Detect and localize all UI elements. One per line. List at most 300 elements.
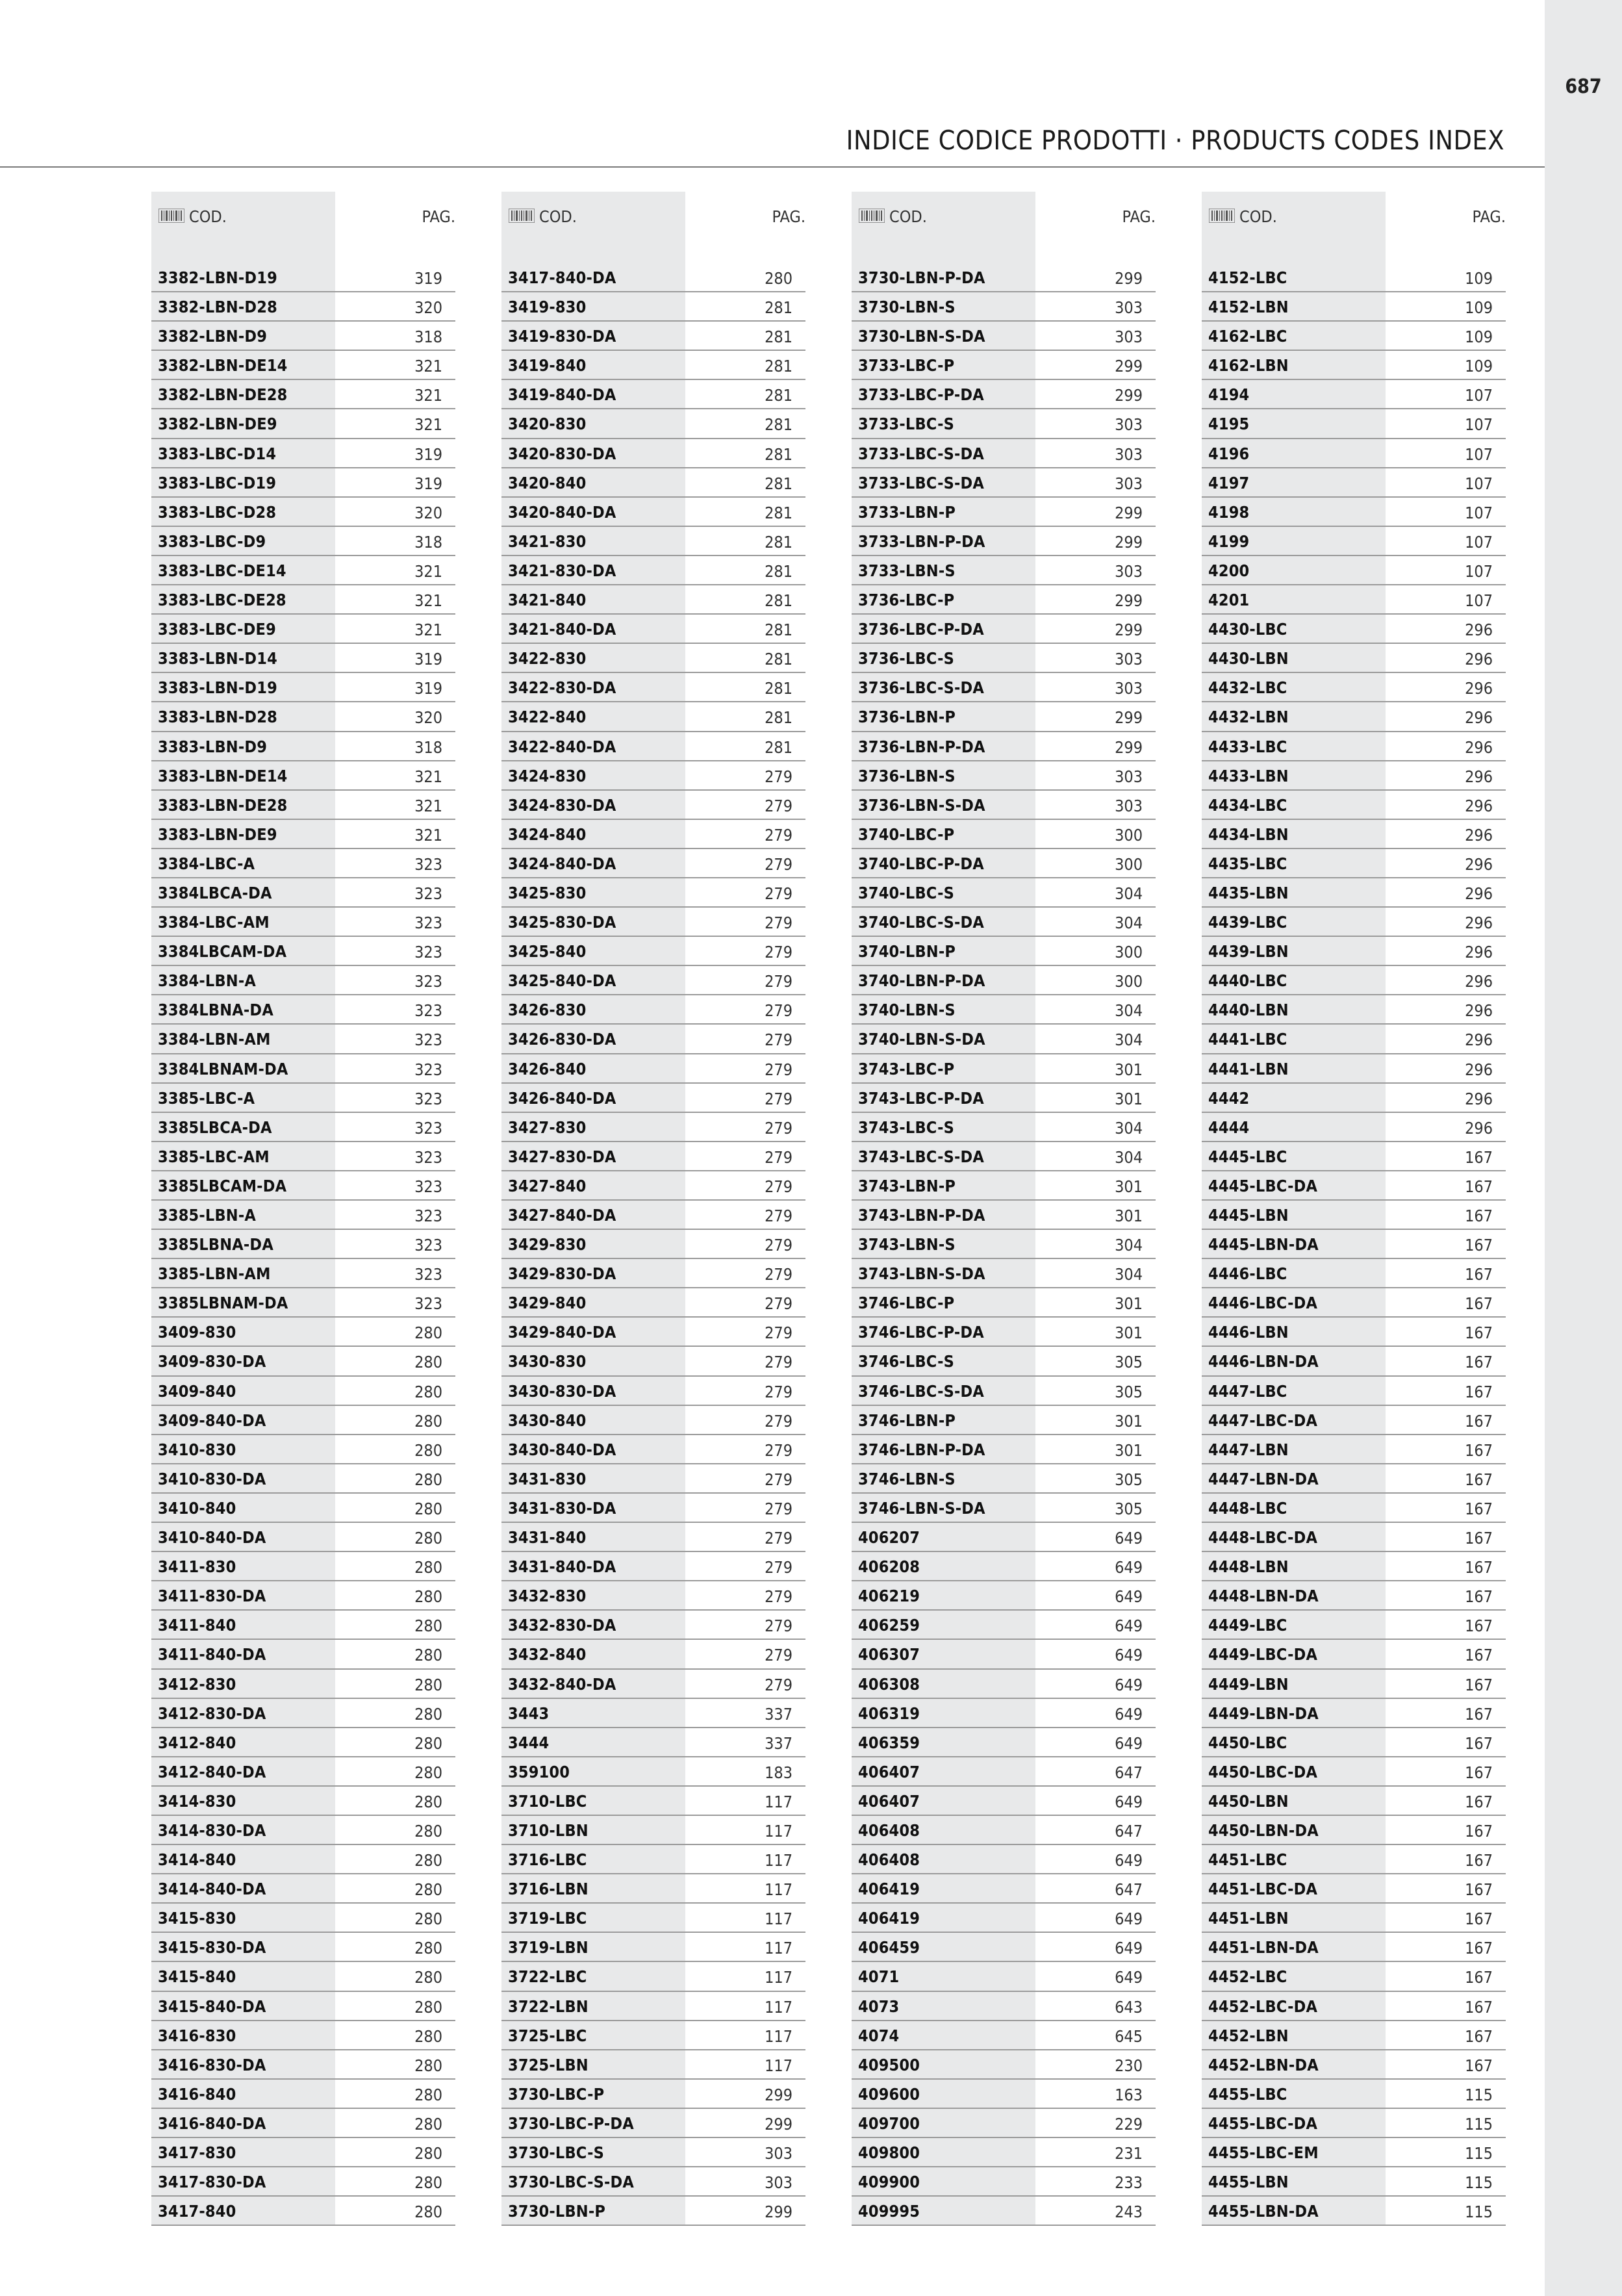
- product-code: 3385-LBN-AM: [158, 1264, 271, 1284]
- page-ref: 280: [414, 1968, 442, 1987]
- column-header: [151, 192, 455, 244]
- page-ref: 304: [1115, 1265, 1143, 1284]
- page-ref: 323: [414, 1236, 442, 1255]
- product-code: 359100: [508, 1762, 570, 1781]
- index-row: [151, 1318, 455, 1347]
- page-ref: 318: [414, 532, 442, 552]
- index-row: [151, 2080, 455, 2109]
- index-row: [501, 791, 805, 820]
- page-ref: 109: [1465, 357, 1493, 376]
- page-ref: 303: [1115, 474, 1143, 493]
- product-code: 4433-LBC: [1208, 737, 1287, 756]
- index-row: [852, 791, 1156, 820]
- page-ref: 296: [1465, 620, 1493, 640]
- page-ref: 167: [1465, 1763, 1493, 1782]
- page-ref: 296: [1465, 1089, 1493, 1108]
- page-ref: 321: [414, 561, 442, 581]
- index-row: [1202, 1142, 1506, 1171]
- page-ref: 231: [1115, 2144, 1143, 2163]
- product-code: 3383-LBC-DE14: [158, 561, 286, 580]
- page-ref: 299: [1115, 269, 1143, 288]
- index-row: [501, 1728, 805, 1757]
- product-code: 3432-830-DA: [508, 1616, 616, 1635]
- page-ref: 323: [414, 1118, 442, 1138]
- cod-header: COD.: [539, 207, 577, 226]
- page-ref: 649: [1115, 1616, 1143, 1636]
- page-ref: 115: [1465, 2144, 1493, 2163]
- index-row: [852, 1288, 1156, 1318]
- product-code: 3414-840-DA: [158, 1880, 266, 1899]
- page-ref: 299: [1115, 620, 1143, 640]
- index-row: [1202, 556, 1506, 585]
- index-row: [1202, 995, 1506, 1025]
- product-code: 3382-LBN-DE14: [158, 356, 288, 376]
- page-ref: 296: [1465, 943, 1493, 962]
- index-row: [501, 1347, 805, 1376]
- page-ref: 296: [1465, 1060, 1493, 1079]
- product-code: 409900: [858, 2173, 920, 2192]
- product-code: 4152-LBN: [1208, 298, 1289, 317]
- index-row: [852, 1171, 1156, 1201]
- page-ref: 281: [765, 591, 792, 611]
- product-code: 4435-LBC: [1208, 854, 1287, 873]
- column-header: [852, 192, 1156, 244]
- page-ref: 281: [765, 532, 792, 552]
- product-code: 406207: [858, 1528, 920, 1548]
- page-ref: 281: [765, 679, 792, 698]
- index-row: [852, 1406, 1156, 1435]
- page-ref: 279: [765, 796, 792, 815]
- index-row: [852, 527, 1156, 556]
- page-ref: 107: [1465, 474, 1493, 493]
- index-row: [151, 2021, 455, 2050]
- product-code: 3736-LBN-P: [858, 708, 956, 727]
- index-row: [852, 380, 1156, 409]
- page-ref: 117: [765, 1909, 792, 1929]
- product-code: 4071: [858, 1967, 900, 1987]
- product-code: 3432-840-DA: [508, 1674, 616, 1694]
- page-ref: 279: [765, 1030, 792, 1050]
- product-code: 3733-LBN-P-DA: [858, 531, 985, 551]
- index-row: [501, 1377, 805, 1406]
- index-row: [151, 1757, 455, 1787]
- index-row: [501, 1464, 805, 1494]
- index-row: [852, 439, 1156, 468]
- index-row: [852, 1904, 1156, 1933]
- page-ref: 280: [414, 2085, 442, 2104]
- page-ref: 167: [1465, 2056, 1493, 2075]
- product-code: 3419-840-DA: [508, 385, 616, 405]
- product-code: 3417-830: [158, 2143, 236, 2162]
- product-code: 4451-LBN-DA: [1208, 1938, 1319, 1958]
- index-row: [852, 2021, 1156, 2050]
- index-row: [1202, 1816, 1506, 1845]
- index-row: [1202, 702, 1506, 732]
- page-ref: 299: [1115, 503, 1143, 522]
- page-ref: 323: [414, 1089, 442, 1108]
- product-code: 3743-LBC-S-DA: [858, 1147, 985, 1166]
- page-ref: 109: [1465, 269, 1493, 288]
- product-code: 3424-840-DA: [508, 854, 616, 873]
- product-code: 3383-LBN-DE9: [158, 824, 277, 844]
- index-row: [151, 498, 455, 527]
- index-row: [852, 1552, 1156, 1581]
- product-code: 3417-840: [158, 2202, 236, 2221]
- page-ref: 296: [1465, 854, 1493, 874]
- page-ref: 281: [765, 650, 792, 669]
- product-code: 3425-840-DA: [508, 971, 616, 991]
- page-ref: 304: [1115, 1001, 1143, 1021]
- index-row: [1202, 1054, 1506, 1084]
- index-row: [501, 849, 805, 878]
- page-ref: 649: [1115, 1792, 1143, 1811]
- index-row: [852, 2167, 1156, 2197]
- product-code: 3419-840: [508, 356, 587, 376]
- page-ref: 183: [765, 1763, 792, 1782]
- product-code: 3410-840: [158, 1498, 236, 1518]
- product-code: 3733-LBC-P-DA: [858, 385, 984, 405]
- page-ref: 167: [1465, 1704, 1493, 1724]
- page-ref: 304: [1115, 913, 1143, 933]
- product-code: 3719-LBN: [508, 1938, 589, 1958]
- index-row: [852, 1581, 1156, 1611]
- index-row: [501, 527, 805, 556]
- product-code: 3409-830: [158, 1323, 236, 1342]
- product-code: 3385LBNA-DA: [158, 1235, 273, 1255]
- product-code: 3733-LBC-S: [858, 415, 955, 434]
- page-ref: 167: [1465, 1411, 1493, 1431]
- product-code: 3420-830-DA: [508, 444, 616, 463]
- page-ref: 281: [765, 561, 792, 581]
- index-row: [151, 1054, 455, 1084]
- index-row: [1202, 351, 1506, 380]
- product-code: 3426-830: [508, 1001, 587, 1020]
- page-ref: 299: [1115, 357, 1143, 376]
- product-code: 4200: [1208, 561, 1250, 580]
- index-row: [501, 1230, 805, 1259]
- product-code: 3426-840-DA: [508, 1088, 616, 1108]
- index-row: [151, 1845, 455, 1874]
- index-row: [151, 2050, 455, 2080]
- page-ref: 280: [414, 1909, 442, 1929]
- index-row: [1202, 1347, 1506, 1376]
- product-code: 4451-LBC: [1208, 1850, 1287, 1870]
- page-ref: 305: [1115, 1499, 1143, 1518]
- index-row: [1202, 1699, 1506, 1728]
- product-code: 3383-LBN-D9: [158, 737, 268, 756]
- index-row: [1202, 498, 1506, 527]
- index-row: [852, 292, 1156, 322]
- page-ref: 279: [765, 972, 792, 991]
- index-row: [501, 1406, 805, 1435]
- index-row: [852, 1728, 1156, 1757]
- page-ref: 321: [414, 825, 442, 845]
- page-ref: 281: [765, 327, 792, 347]
- product-code: 3431-840: [508, 1528, 587, 1548]
- index-row: [1202, 1084, 1506, 1113]
- page-ref: 647: [1115, 1880, 1143, 1900]
- page-ref: 301: [1115, 1440, 1143, 1460]
- index-row: [852, 1347, 1156, 1376]
- product-code: 406407: [858, 1791, 920, 1811]
- product-code: 3424-830-DA: [508, 795, 616, 815]
- index-row: [1202, 2109, 1506, 2138]
- product-code: 3443: [508, 1703, 550, 1723]
- page-ref: 323: [414, 1206, 442, 1225]
- product-code: 3384-LBN-A: [158, 971, 256, 991]
- index-row: [151, 556, 455, 585]
- index-row: [1202, 1494, 1506, 1523]
- product-code: 4441-LBN: [1208, 1059, 1289, 1078]
- page-ref: 321: [414, 591, 442, 611]
- page-ref: 117: [765, 1997, 792, 2017]
- page-ref: 167: [1465, 1323, 1493, 1343]
- product-code: 4432-LBC: [1208, 678, 1287, 698]
- page-ref: 109: [1465, 298, 1493, 318]
- product-code: 4449-LBN-DA: [1208, 1703, 1319, 1723]
- index-row: [151, 585, 455, 615]
- product-code: 4433-LBN: [1208, 766, 1289, 785]
- page-ref: 320: [414, 708, 442, 728]
- page-ref: 301: [1115, 1294, 1143, 1314]
- product-code: 4448-LBC: [1208, 1498, 1287, 1518]
- page-ref: 281: [765, 386, 792, 405]
- index-row: [1202, 439, 1506, 468]
- product-code: 3385LBNAM-DA: [158, 1294, 288, 1313]
- index-row: [151, 1494, 455, 1523]
- product-code: 3743-LBN-S: [858, 1235, 956, 1255]
- product-code: 409800: [858, 2143, 920, 2162]
- page-ref: 280: [414, 1499, 442, 1518]
- index-row: [501, 908, 805, 937]
- page-ref: 296: [1465, 767, 1493, 786]
- page-ref: 280: [414, 1440, 442, 1460]
- product-code: 4445-LBC-DA: [1208, 1176, 1318, 1195]
- page-ref: 279: [765, 1646, 792, 1665]
- cod-header: COD.: [1239, 207, 1277, 226]
- index-row: [1202, 1377, 1506, 1406]
- page-ref: 279: [765, 1118, 792, 1138]
- product-code: 3746-LBC-S-DA: [858, 1381, 985, 1401]
- product-code: 3383-LBC-DE28: [158, 591, 286, 610]
- index-row: [852, 2109, 1156, 2138]
- page-ref: 304: [1115, 1147, 1143, 1167]
- product-code: 3746-LBN-S: [858, 1469, 956, 1488]
- page-ref: 107: [1465, 591, 1493, 611]
- index-row: [852, 1494, 1156, 1523]
- index-row: [852, 995, 1156, 1025]
- page-ref: 296: [1465, 1001, 1493, 1021]
- product-code: 4445-LBN: [1208, 1206, 1289, 1225]
- index-row: [1202, 1757, 1506, 1787]
- page-ref: 279: [765, 1558, 792, 1577]
- index-row: [501, 1699, 805, 1728]
- product-code: 3383-LBC-D14: [158, 444, 277, 463]
- product-code: 4435-LBN: [1208, 883, 1289, 902]
- cod-header: COD.: [189, 207, 227, 226]
- product-code: 3740-LBN-S: [858, 1001, 956, 1020]
- page-ref: 280: [414, 1939, 442, 1958]
- page-ref: 117: [765, 2056, 792, 2075]
- barcode-icon: [509, 209, 535, 223]
- product-code: 3740-LBC-P: [858, 824, 955, 844]
- page-ref: 303: [1115, 327, 1143, 347]
- product-code: 3414-840: [158, 1850, 236, 1870]
- product-code: 409600: [858, 2084, 920, 2104]
- index-row: [1202, 1552, 1506, 1581]
- page-ref: 303: [1115, 650, 1143, 669]
- product-code: 3412-830-DA: [158, 1703, 266, 1723]
- page-ref: 323: [414, 913, 442, 933]
- product-code: 3430-840-DA: [508, 1440, 616, 1459]
- product-code: 3426-830-DA: [508, 1030, 616, 1049]
- page-ref: 279: [765, 1294, 792, 1314]
- product-code: 3429-830-DA: [508, 1264, 616, 1284]
- index-row: [501, 1933, 805, 1962]
- page-ref: 649: [1115, 1939, 1143, 1958]
- product-code: 406259: [858, 1616, 920, 1635]
- product-code: 3424-840: [508, 824, 587, 844]
- page-ref: 280: [414, 1851, 442, 1870]
- product-code: 3736-LBC-P-DA: [858, 620, 984, 639]
- page-ref: 643: [1115, 1997, 1143, 2017]
- page-ref: 296: [1465, 913, 1493, 933]
- product-code: 3430-830-DA: [508, 1381, 616, 1401]
- product-code: 4430-LBC: [1208, 620, 1287, 639]
- index-row: [501, 1288, 805, 1318]
- page-ref: 296: [1465, 1118, 1493, 1138]
- index-row: [1202, 2197, 1506, 2226]
- index-row: [852, 1464, 1156, 1494]
- index-row: [151, 527, 455, 556]
- product-code: 3383-LBC-D28: [158, 502, 277, 522]
- product-code: 4450-LBC-DA: [1208, 1762, 1318, 1781]
- index-row: [151, 1464, 455, 1494]
- page-ref: 296: [1465, 679, 1493, 698]
- product-code: 406419: [858, 1909, 920, 1928]
- page-ref: 279: [765, 1470, 792, 1489]
- index-row: [501, 1581, 805, 1611]
- index-row: [852, 263, 1156, 292]
- product-code: 3746-LBC-S: [858, 1352, 955, 1371]
- index-row: [1202, 1464, 1506, 1494]
- page-ref: 323: [414, 1294, 442, 1314]
- product-code: 3733-LBN-S: [858, 561, 956, 580]
- product-code: 3431-840-DA: [508, 1557, 616, 1577]
- product-code: 4446-LBN-DA: [1208, 1352, 1319, 1371]
- index-row: [1202, 2138, 1506, 2167]
- index-row: [852, 732, 1156, 761]
- product-code: 3426-840: [508, 1059, 587, 1078]
- index-row: [1202, 820, 1506, 849]
- index-row: [151, 2167, 455, 2197]
- index-row: [852, 673, 1156, 702]
- product-code: 3414-830-DA: [158, 1820, 266, 1840]
- product-code: 3746-LBC-P-DA: [858, 1323, 984, 1342]
- index-row: [501, 468, 805, 498]
- product-code: 4455-LBC: [1208, 2084, 1287, 2104]
- index-row: [1202, 1611, 1506, 1640]
- index-row: [151, 1259, 455, 1288]
- index-row: [151, 1435, 455, 1464]
- page-ref: 279: [765, 1060, 792, 1079]
- page-ref: 321: [414, 357, 442, 376]
- index-row: [1202, 878, 1506, 908]
- index-row: [501, 644, 805, 673]
- product-code: 3719-LBC: [508, 1909, 587, 1928]
- index-row: [852, 1084, 1156, 1113]
- page-ref: 299: [1115, 386, 1143, 405]
- page-ref: 300: [1115, 943, 1143, 962]
- index-row: [501, 761, 805, 791]
- barcode-icon: [1209, 209, 1235, 223]
- page-ref: 117: [765, 1968, 792, 1987]
- index-row: [1202, 1435, 1506, 1464]
- product-code: 4450-LBC: [1208, 1733, 1287, 1752]
- index-row: [852, 1787, 1156, 1816]
- index-row: [501, 673, 805, 702]
- page-ref: 279: [765, 1323, 792, 1343]
- index-row: [151, 468, 455, 498]
- product-code: 3427-840-DA: [508, 1206, 616, 1225]
- page-ref: 279: [765, 1529, 792, 1548]
- page-ref: 305: [1115, 1353, 1143, 1372]
- product-code: 3740-LBN-S-DA: [858, 1030, 985, 1049]
- page-ref: 649: [1115, 1968, 1143, 1987]
- page-ref: 280: [414, 1821, 442, 1841]
- cod-header: COD.: [889, 207, 927, 226]
- index-row: [852, 1259, 1156, 1288]
- page-ref: 323: [414, 1060, 442, 1079]
- index-row: [501, 1640, 805, 1669]
- page-ref: 319: [414, 269, 442, 288]
- index-row: [501, 1523, 805, 1552]
- page-ref: 323: [414, 1265, 442, 1284]
- index-row: [1202, 380, 1506, 409]
- index-row: [852, 1435, 1156, 1464]
- page-ref: 303: [765, 2173, 792, 2193]
- page-ref: 647: [1115, 1763, 1143, 1782]
- product-code: 4449-LBC-DA: [1208, 1645, 1318, 1665]
- index-row: [151, 1962, 455, 1991]
- product-code: 4201: [1208, 591, 1250, 610]
- page-ref: 320: [414, 503, 442, 522]
- product-code: 4455-LBN: [1208, 2173, 1289, 2192]
- index-row: [151, 1347, 455, 1376]
- page-number: 687: [1565, 75, 1602, 98]
- page-ref: 167: [1465, 1587, 1493, 1607]
- index-row: [151, 615, 455, 644]
- product-code: 4440-LBN: [1208, 1001, 1289, 1020]
- product-code: 3740-LBN-P: [858, 942, 956, 962]
- page-ref: 280: [414, 1616, 442, 1636]
- product-code: 3383-LBC-D19: [158, 473, 277, 492]
- product-code: 3383-LBN-DE28: [158, 795, 288, 815]
- index-row: [151, 1288, 455, 1318]
- page-ref: 281: [765, 474, 792, 493]
- index-row: [501, 1874, 805, 1904]
- product-code: 3417-840-DA: [508, 268, 616, 287]
- product-code: 3421-830-DA: [508, 561, 616, 580]
- index-row: [1202, 1845, 1506, 1874]
- index-row: [151, 1787, 455, 1816]
- index-row: [501, 1025, 805, 1054]
- product-code: 3429-840: [508, 1294, 587, 1313]
- index-row: [852, 878, 1156, 908]
- index-row: [852, 820, 1156, 849]
- product-code: 3431-830: [508, 1469, 587, 1488]
- product-code: 4439-LBC: [1208, 913, 1287, 932]
